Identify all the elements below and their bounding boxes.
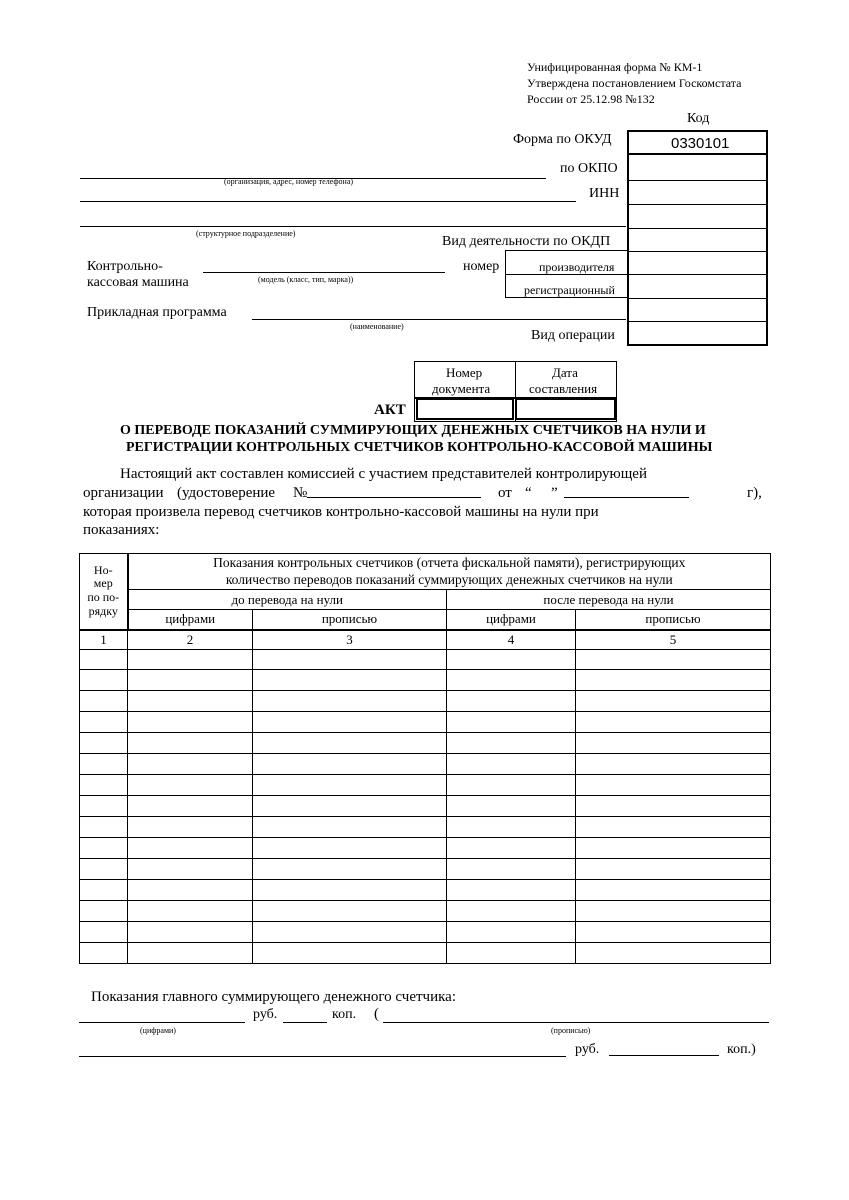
code-cells[interactable] [627, 155, 768, 346]
kkm-model-caption: (модель (класс, тип, марка)) [258, 275, 354, 284]
form-approval-date: России от 25.12.98 №132 [527, 92, 655, 106]
organization-caption: (организация, адрес, номер телефона) [224, 177, 354, 186]
kkm-label-2: кассовая машина [87, 275, 189, 290]
doc-number-header: Номер [446, 365, 483, 380]
col-number-2: 2 [128, 630, 253, 650]
table-row[interactable] [80, 796, 771, 817]
table-row[interactable] [80, 712, 771, 733]
row-number-header-2: мер [93, 576, 113, 591]
before-zero-header: до перевода на нули [128, 590, 447, 610]
doc-number-header-2: документа [432, 381, 491, 396]
okud-code-value: 0330101 [671, 135, 730, 152]
digits-after-header: цифрами [447, 610, 576, 630]
okpo-label: по ОКПО [560, 161, 618, 176]
registration-label: регистрационный [524, 283, 615, 297]
doc-date-input[interactable] [515, 398, 616, 420]
table-row[interactable] [80, 670, 771, 691]
kop-digits-line[interactable] [283, 1022, 327, 1023]
kod-header: Код [687, 111, 710, 126]
document-title-2: РЕГИСТРАЦИИ КОНТРОЛЬНЫХ СЧЕТЧИКОВ КОНТРОЛЬНО-КАССОВОЙ МАШИНЫ [126, 440, 713, 455]
table-row[interactable] [80, 901, 771, 922]
division-line[interactable] [80, 226, 626, 227]
words-after-header: прописью [576, 610, 771, 630]
table-row[interactable] [80, 817, 771, 838]
digits-before-header: цифрами [128, 610, 253, 630]
body-line-1: Настоящий акт составлен комиссией с участием представителей контролирующей [120, 466, 647, 482]
program-label: Прикладная программа [87, 305, 227, 320]
row-number-header-3: по по- [87, 590, 120, 605]
readings-header-line-1: Показания контрольных счетчиков (отчета фискальной памяти), регистрирующих [213, 555, 686, 571]
counters-table [79, 553, 771, 964]
body-line-2-quote-open: “ [525, 485, 532, 501]
okud-label: Форма по ОКУД [513, 132, 612, 147]
certificate-date-line[interactable] [564, 497, 689, 498]
body-line-2-cert: (удостоверение [177, 485, 276, 501]
table-row[interactable] [80, 754, 771, 775]
digits-caption: (цифрами) [140, 1026, 176, 1035]
table-row[interactable] [80, 691, 771, 712]
words-before-header: прописью [253, 610, 447, 630]
col-number-3: 3 [253, 630, 447, 650]
col-number-4: 4 [447, 630, 576, 650]
table-row[interactable] [80, 733, 771, 754]
kkm-label: Контрольно- [87, 259, 163, 274]
main-counter-label: Показания главного суммирующего денежного счетчика: [91, 989, 456, 1005]
okdp-label: Вид деятельности по ОКДП [442, 234, 611, 249]
doc-date-header-2: составления [529, 381, 598, 396]
organization-line-2[interactable] [80, 201, 576, 202]
form-name: Унифицированная форма № КМ-1 [527, 60, 703, 74]
program-line[interactable] [252, 319, 626, 320]
inn-label: ИНН [589, 186, 620, 201]
operation-label: Вид операции [531, 328, 615, 343]
form-approval: Утверждена постановлением Госкомстата [527, 76, 742, 90]
words-caption: (прописью) [551, 1026, 591, 1035]
col-number-5: 5 [576, 630, 771, 650]
doc-date-header: Дата [552, 365, 578, 380]
body-line-2-org: организации [83, 485, 164, 501]
col-number-1: 1 [80, 630, 128, 650]
body-line-2-quote-close: ” [551, 485, 558, 501]
table-row[interactable] [80, 943, 771, 964]
akt-label: АКТ [374, 402, 406, 418]
main-counter-words-line-2[interactable] [79, 1056, 566, 1057]
certificate-number-line[interactable] [307, 497, 481, 498]
okud-code-box[interactable] [627, 130, 768, 155]
body-line-3: которая произвела перевод счетчиков контрольно-кассовой машины на нули при [83, 504, 599, 520]
nomer-label: номер [463, 259, 500, 274]
rub-label-2: руб. [575, 1042, 600, 1057]
division-caption: (структурное подразделение) [196, 229, 296, 238]
program-caption: (наименование) [350, 322, 404, 331]
document-title: О ПЕРЕВОДЕ ПОКАЗАНИЙ СУММИРУЮЩИХ ДЕНЕЖНЫХ СЧЕТЧИКОВ НА НУЛИ И [120, 423, 706, 438]
body-line-2-year: г), [747, 485, 762, 501]
kop-words-line[interactable] [609, 1055, 719, 1056]
kop-label: коп. [332, 1007, 357, 1022]
body-line-2-no: № [293, 485, 308, 501]
table-row[interactable] [80, 775, 771, 796]
kkm-model-line[interactable] [203, 272, 445, 273]
table-row[interactable] [80, 880, 771, 901]
table-row[interactable] [80, 650, 771, 670]
doc-number-input[interactable] [416, 398, 514, 420]
kop-label-2: коп.) [727, 1042, 756, 1057]
main-counter-digits-line[interactable] [79, 1022, 245, 1023]
body-line-2-from: от [498, 485, 512, 501]
body-line-4: показаниях: [83, 522, 160, 538]
row-number-header-1: Но- [93, 562, 113, 577]
row-number-header-4: рядку [88, 604, 118, 619]
table-row[interactable] [80, 859, 771, 880]
paren-open: ( [374, 1006, 379, 1022]
rub-label: руб. [253, 1007, 278, 1022]
readings-header-line-2: количество переводов показаний суммирующих денежных счетчиков на нули [225, 571, 673, 587]
table-row[interactable] [80, 838, 771, 859]
after-zero-header: после перевода на нули [447, 590, 771, 610]
manufacturer-label: производителя [539, 260, 615, 274]
row-number-header [80, 554, 128, 630]
table-row[interactable] [80, 922, 771, 943]
main-counter-words-line[interactable] [383, 1022, 769, 1023]
readings-header [128, 554, 771, 590]
